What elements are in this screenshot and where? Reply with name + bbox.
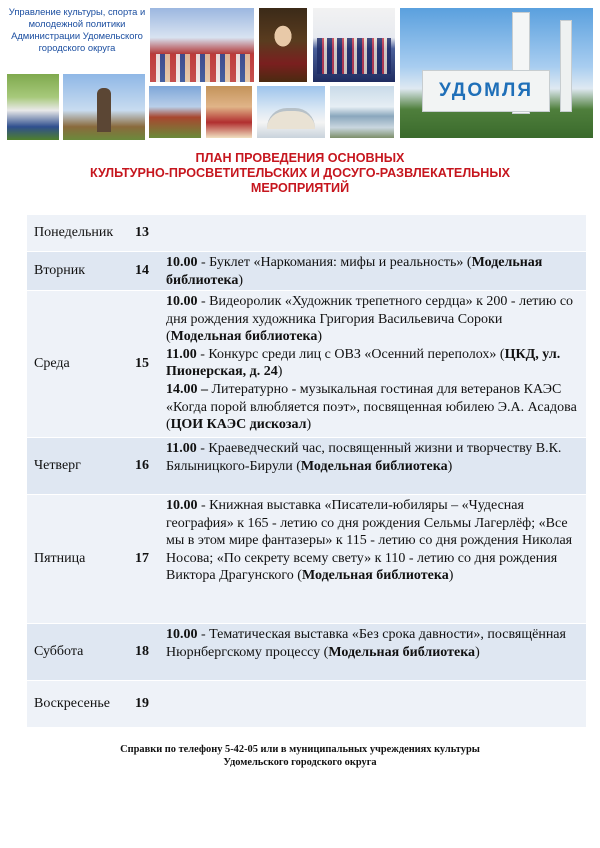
- event-item: 10.00 - Буклет «Наркомания: мифы и реальность» (Модельная библиотека): [166, 255, 543, 288]
- event-time: 11.00: [166, 346, 197, 362]
- event-time: 10.00: [166, 627, 198, 642]
- event-time: 10.00: [166, 498, 198, 513]
- title-line: МЕРОПРИЯТИЙ: [250, 181, 350, 195]
- event-text: - Книжная выставка «Писатели-юбиляры – «Чудесная география» к 165 - летию со дня рождения Сельмы Лагерлёф; «Все мы в этом мире фантазеры» к 115 - летию со дня рождения Николая Носова; «По секрету всему свету» к 110 - летию со дня рождения Виктора Драгунского: [166, 498, 573, 584]
- day-events: [162, 215, 586, 251]
- event-venue: Модельная библиотека: [328, 644, 476, 660]
- page-title: [0, 151, 600, 196]
- folk-choir-photo: [313, 8, 395, 82]
- schedule-row-tuesday: [27, 251, 586, 290]
- day-date: 16: [135, 458, 149, 473]
- event-text: - Конкурс среди лиц с ОВЗ «Осенний переполох»: [196, 346, 497, 362]
- event-text: - Буклет «Наркомания: мифы и реальность»: [197, 255, 464, 270]
- event-venue: ЦОИ КАЭС дискозал: [170, 417, 307, 433]
- day-date: 19: [135, 696, 149, 711]
- painting-portrait-photo: [259, 8, 307, 82]
- org-line: молодежной политики: [28, 18, 126, 29]
- event-time: 10.00: [166, 294, 198, 309]
- title-line: ПЛАН ПРОВЕДЕНИЯ ОСНОВНЫХ: [195, 151, 405, 165]
- day-date: 18: [135, 644, 149, 659]
- day-events: [162, 495, 586, 623]
- event-item: 10.00 - Тематическая выставка «Без срока давности», посвящённая Нюрнбергскому процессу (Модельная библиотека): [166, 627, 566, 660]
- event-venue: Модельная библиотека: [170, 329, 318, 345]
- event-item: 10.00 - Видеоролик «Художник трепетного сердца» к 200 - летию со дня рождения художника Григория Васильевича Сороки (Модельная библиотека): [166, 294, 574, 345]
- event-item: 10.00 - Книжная выставка «Писатели-юбиляры – «Чудесная география» к 165 - летию со дня рождения Сельмы Лагерлёф; «Все мы в этом мире фантазеры» к 115 - летию со дня рождения Николая Носова; «По секрету всему свету» к 110 - летию со дня рождения Виктора Драгунского (Модельная библиотека): [166, 498, 573, 584]
- org-line: городского округа: [38, 42, 116, 53]
- schedule-row-wednesday: [27, 290, 586, 437]
- title-line: КУЛЬТУРНО-ПРОСВЕТИТЕЛЬСКИХ И ДОСУГО-РАЗВЛЕКАТЕЛЬНЫХ: [89, 166, 511, 180]
- celebration-photo: [150, 8, 254, 82]
- monument-photo: [63, 74, 145, 140]
- day-name: Вторник: [34, 263, 86, 278]
- day-events: [162, 624, 586, 680]
- event-item: 11.00 - Краеведческий час, посвященный жизни и творчеству В.К. Бялыницкого-Бирули (Модельная библиотека): [166, 441, 562, 474]
- day-events: [162, 438, 586, 494]
- museum-house-photo: [149, 86, 201, 138]
- event-venue: Модельная библиотека: [166, 255, 543, 288]
- folk-costume-photo: [206, 86, 252, 138]
- event-venue: ЦКД, ул. Пионерская, д. 24: [166, 346, 561, 380]
- day-name: Понедельник: [34, 225, 114, 240]
- day-name: Суббота: [34, 644, 84, 659]
- event-venue: Модельная библиотека: [300, 458, 448, 474]
- footer-line: Справки по телефону 5-42-05 или в муниципальных учреждениях культуры: [120, 744, 480, 755]
- org-line: Управление культуры, спорта и: [8, 6, 146, 17]
- lake-landscape-photo: [330, 86, 394, 138]
- event-text: Литературно - музыкальная гостиная для ветеранов КАЭС «Когда порой влюбляется поэт», посвященная юбилею Э.А. Асадова: [166, 381, 577, 415]
- contact-footer: [0, 743, 600, 769]
- day-name: Четверг: [34, 458, 81, 473]
- event-text: - Краеведческий час, посвященный жизни и творчеству В.К. Бялыницкого-Бирули: [166, 441, 562, 474]
- city-sign-text: УДОМЛЯ: [439, 80, 533, 101]
- day-name: Пятница: [34, 551, 86, 566]
- header-collage: [7, 6, 593, 140]
- day-date: 17: [135, 551, 149, 566]
- schedule-row-friday: [27, 494, 586, 623]
- event-venue: Модельная библиотека: [301, 568, 449, 584]
- schedule-table: [27, 214, 586, 727]
- culture-center-photo: [257, 86, 325, 138]
- org-line: Администрации Удомельского: [11, 30, 143, 41]
- event-time: 11.00: [166, 441, 197, 456]
- day-events: [162, 252, 586, 290]
- sign-pillar: [560, 20, 572, 112]
- day-name: Воскресенье: [34, 696, 110, 711]
- event-text: - Видеоролик «Художник трепетного сердца» к 200 - летию со дня рождения художника Григория Васильевича Сороки: [166, 294, 574, 327]
- event-text: - Тематическая выставка «Без срока давности», посвящённая Нюрнбергскому процессу: [166, 627, 566, 660]
- event-time: 10.00: [166, 255, 198, 270]
- day-events: [162, 681, 586, 727]
- event-item: 14.00 – Литературно - музыкальная гостиная для ветеранов КАЭС «Когда порой влюбляется поэт», посвященная юбилею Э.А. Асадова (ЦОИ КАЭС дискозал): [166, 381, 577, 433]
- day-name: Среда: [34, 356, 70, 371]
- day-date: 13: [135, 225, 149, 240]
- event-item: 11.00 - Конкурс среди лиц с ОВЗ «Осенний переполох» (ЦКД, ул. Пионерская, д. 24): [166, 346, 561, 380]
- schedule-row-monday: [27, 214, 586, 251]
- day-events: [162, 291, 586, 437]
- sports-team-photo: [7, 74, 59, 140]
- schedule-row-saturday: [27, 623, 586, 680]
- organization-name: [7, 6, 147, 68]
- city-sign-photo: [400, 8, 593, 138]
- day-date: 15: [135, 356, 149, 371]
- footer-line: Удомельского городского округа: [223, 757, 377, 768]
- event-time: 14.00 –: [166, 381, 208, 397]
- day-date: 14: [135, 263, 149, 278]
- schedule-row-thursday: [27, 437, 586, 494]
- schedule-row-sunday: [27, 680, 586, 727]
